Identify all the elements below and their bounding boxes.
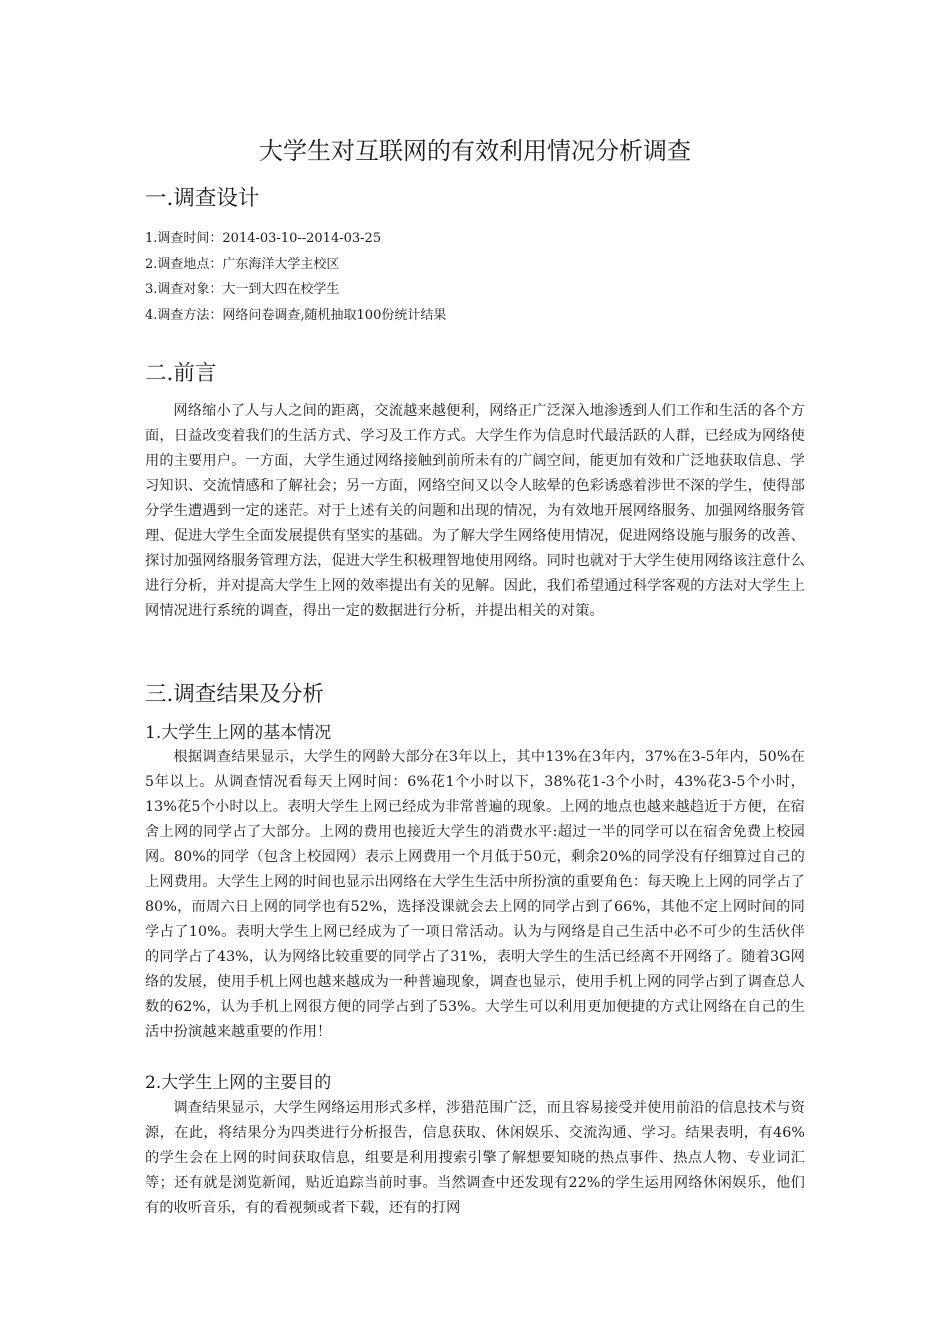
section-heading-preface: 二.前言 bbox=[145, 361, 217, 386]
document-title: 大学生对互联网的有效利用情况分析调查 bbox=[259, 137, 691, 165]
subsection-heading-purpose: 2.大学生上网的主要目的 bbox=[145, 1073, 332, 1093]
section-heading-results: 三.调查结果及分析 bbox=[145, 682, 324, 707]
purpose-paragraph: 调查结果显示，大学生网络运用形式多样，涉猎范围广泛，而且容易接受并使用前沿的信息技术与资源，在此，将结果分为四类进行分析报告，信息获取、休闲娱乐、交流沟通、学习。结果表明，有46%的学生会在上网的时间获取信息，组要是利用搜索引擎了解想要知晓的热点事件、热点人物、专业词汇等；还有就是浏览新闻，贴近追踪当前时事。当然调查中还发现有22%的学生运用网络休闲娱乐，他们有的收听音乐，有的看视频或者下载，还有的打网 bbox=[145, 1100, 805, 1216]
subsection-heading-basic: 1.大学生上网的基本情况 bbox=[145, 723, 332, 743]
list-item: 3.调查对象：大一到大四在校学生 bbox=[145, 282, 340, 297]
list-item: 2.调查地点：广东海洋大学主校区 bbox=[145, 256, 340, 272]
survey-design-list bbox=[145, 226, 446, 328]
list-item: 4.调查方法：网络问卷调查,随机抽取100份统计结果 bbox=[145, 307, 447, 323]
section-heading-design: 一.调查设计 bbox=[145, 186, 260, 211]
basic-situation-paragraph: 根据调查结果显示，大学生的网龄大部分在3年以上，其中13%在3年内，37%在3-5年内，50%在5年以上。从调查情况看每天上网时间：6%花1个小时以下，38%花1-3个小时，43%花3-5个小时，13%花5个小时以上。表明大学生上网已经成为非常普遍的现象。上网的地点也越来越趋近于方便，在宿舍上网的同学占了大部分。上网的费用也接近大学生的消费水平:超过一半的同学可以在宿舍免费上校园网。80%的同学（包含上校园网）表示上网费用一个月低于50元，剩余20%的同学没有仔细算过自己的上网费用。大学生上网的时间也显示出网络在大学生生活中所扮演的重要角色：每天晚上上网的同学占了80%，而周六日上网的同学也有52%，选择没课就会去上网的同学占到了66%，其他不定上网时间的同学占了10%。表明大学生上网已经成为了一项日常活动。认为与网络是自己生活中必不可少的生活伙伴的同学占了43%，认为网络比较重要的同学占了31%，表明大学生的生活已经离不开网络了。随着3G网络的发展，使用手机上网也越来越成为一种普遍现象，调查也显示，使用手机上网的同学占到了调查总人数的62%，认为手机上网很方便的同学占到了53%。大学生可以利用更加便捷的方式让网络在自己的生活中扮演越来越重要的作用！ bbox=[145, 749, 805, 1040]
preface-paragraph: 网络缩小了人与人之间的距离，交流越来越便利，网络正广泛深入地渗透到人们工作和生活的各个方面，日益改变着我们的生活方式、学习及工作方式。大学生作为信息时代最活跃的人群，已经成为网络使用的主要用户。一方面，大学生通过网络接触到前所未有的广阔空间，能更加有效和广泛地获取信息、学习知识、交流情感和了解社会；另一方面，网络空间又以令人眩晕的色彩诱惑着涉世不深的学生，使得部分学生遭遇到一定的迷茫。对于上述有关的问题和出现的情况，为有效地开展网络服务、加强网络服务管理、促进大学生全面发展提供有坚实的基础。为了解大学生网络使用情况，促进网络设施与服务的改善、探讨加强网络服务管理方法，促进大学生积极理智地使用网络。同时也就对于大学生使用网络该注意什么进行分析，并对提高大学生上网的效率提出有关的见解。因此，我们希望通过科学客观的方法对大学生上网情况进行系统的调查，得出一定的数据进行分析，并提出相关的对策。 bbox=[145, 403, 805, 619]
list-item: 1.调查时间：2014-03-10--2014-03-25 bbox=[145, 231, 382, 246]
